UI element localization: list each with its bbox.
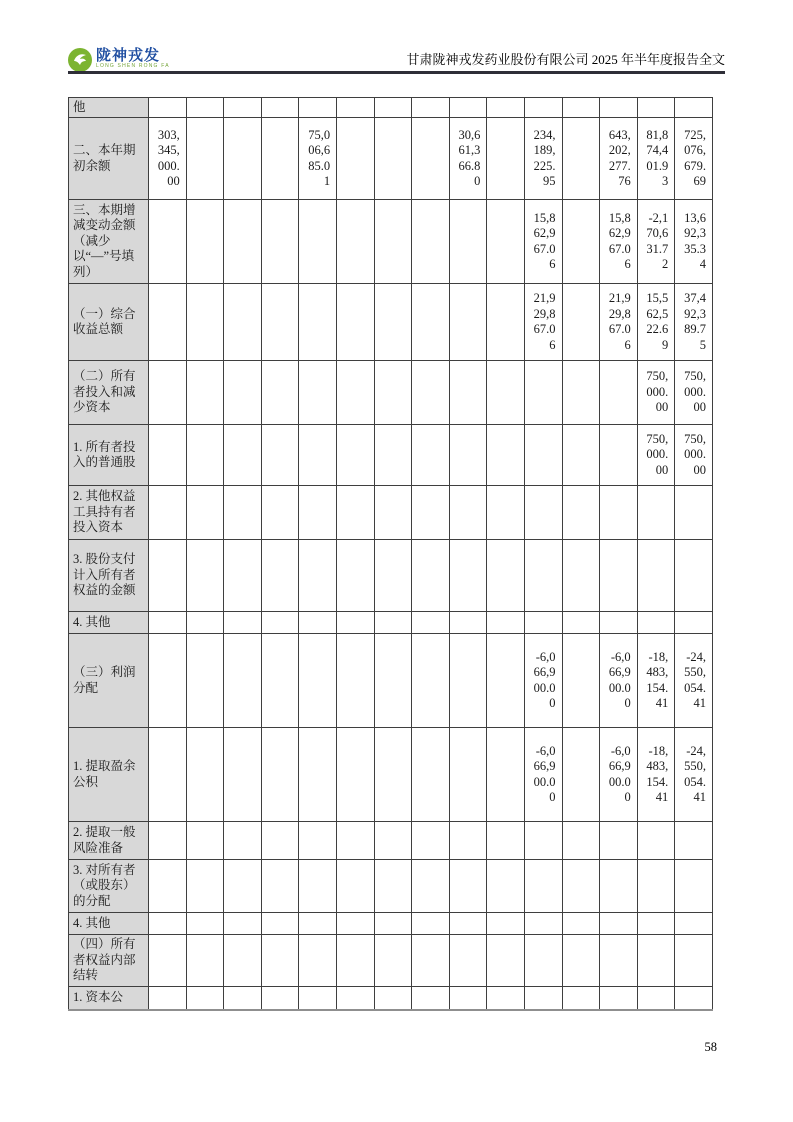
- value-cell: [149, 284, 187, 361]
- value-cell: [562, 486, 600, 540]
- row-label-cell: 3. 股份支付计入所有者权益的金额: [69, 540, 149, 612]
- equity-statement-table: [68, 97, 713, 1011]
- value-cell: [412, 913, 450, 935]
- value-cell: [261, 728, 299, 822]
- value-cell: [374, 98, 412, 118]
- value-cell: [600, 913, 638, 935]
- value-cell: [449, 425, 487, 486]
- value-cell: [562, 98, 600, 118]
- value-cell: [562, 634, 600, 728]
- value-cell: -6,066,900.00: [524, 634, 562, 728]
- value-cell: [449, 860, 487, 913]
- value-cell: [186, 728, 224, 822]
- value-cell: [637, 860, 675, 913]
- value-cell: [449, 284, 487, 361]
- value-cell: [412, 361, 450, 425]
- table-row: [69, 860, 713, 913]
- value-cell: [449, 728, 487, 822]
- value-cell: [637, 486, 675, 540]
- value-cell: [374, 728, 412, 822]
- value-cell: [337, 200, 375, 284]
- value-cell: 750,000.00: [637, 361, 675, 425]
- value-cell: [337, 913, 375, 935]
- value-cell: [449, 98, 487, 118]
- value-cell: [261, 634, 299, 728]
- value-cell: [186, 860, 224, 913]
- value-cell: [412, 486, 450, 540]
- value-cell: -6,066,900.00: [524, 728, 562, 822]
- value-cell: [412, 728, 450, 822]
- logo-brand-en: LONG SHEN RONG FA: [96, 63, 170, 69]
- value-cell: [524, 987, 562, 1010]
- value-cell: [224, 634, 262, 728]
- value-cell: 75,006,685.01: [299, 118, 337, 200]
- value-cell: [412, 200, 450, 284]
- value-cell: 37,492,389.75: [675, 284, 713, 361]
- value-cell: [600, 860, 638, 913]
- value-cell: [374, 361, 412, 425]
- value-cell: [186, 284, 224, 361]
- value-cell: [449, 200, 487, 284]
- value-cell: [449, 822, 487, 860]
- value-cell: [524, 540, 562, 612]
- value-cell: [149, 913, 187, 935]
- value-cell: [337, 425, 375, 486]
- value-cell: [149, 935, 187, 987]
- value-cell: [487, 361, 525, 425]
- value-cell: [224, 118, 262, 200]
- value-cell: [675, 913, 713, 935]
- value-cell: [524, 486, 562, 540]
- value-cell: [149, 425, 187, 486]
- value-cell: [149, 987, 187, 1010]
- value-cell: [186, 935, 224, 987]
- value-cell: [261, 822, 299, 860]
- value-cell: [412, 935, 450, 987]
- table-row: [69, 987, 713, 1010]
- value-cell: [600, 935, 638, 987]
- value-cell: [449, 540, 487, 612]
- value-cell: [562, 284, 600, 361]
- row-label-cell: 2. 提取一般风险准备: [69, 822, 149, 860]
- value-cell: [224, 200, 262, 284]
- row-label-cell: （四）所有者权益内部结转: [69, 935, 149, 987]
- value-cell: [374, 425, 412, 486]
- value-cell: [374, 634, 412, 728]
- value-cell: [186, 200, 224, 284]
- value-cell: [299, 860, 337, 913]
- row-label-cell: 4. 其他: [69, 913, 149, 935]
- value-cell: [600, 987, 638, 1010]
- value-cell: [675, 486, 713, 540]
- value-cell: [487, 486, 525, 540]
- document-title: 甘肃陇神戎发药业股份有限公司 2025 年半年度报告全文: [406, 52, 725, 67]
- value-cell: [299, 987, 337, 1010]
- value-cell: [224, 935, 262, 987]
- value-cell: 15,862,967.06: [524, 200, 562, 284]
- value-cell: [337, 935, 375, 987]
- value-cell: [524, 822, 562, 860]
- value-cell: [337, 822, 375, 860]
- value-cell: [562, 728, 600, 822]
- equity-table-container: [68, 97, 713, 1011]
- table-row: [69, 612, 713, 634]
- value-cell: [637, 987, 675, 1010]
- value-cell: [637, 98, 675, 118]
- value-cell: [149, 728, 187, 822]
- page-header: [68, 46, 725, 72]
- value-cell: [261, 361, 299, 425]
- value-cell: [600, 486, 638, 540]
- value-cell: [412, 284, 450, 361]
- value-cell: [224, 612, 262, 634]
- row-label-cell: 三、本期增减变动金额（减少以“—”号填列）: [69, 200, 149, 284]
- row-label-cell: 1. 所有者投入的普通股: [69, 425, 149, 486]
- value-cell: [337, 486, 375, 540]
- value-cell: 750,000.00: [637, 425, 675, 486]
- company-logo: [68, 48, 170, 72]
- value-cell: [562, 540, 600, 612]
- value-cell: 303,345,000.00: [149, 118, 187, 200]
- value-cell: -2,170,631.72: [637, 200, 675, 284]
- value-cell: [637, 935, 675, 987]
- logo-brand-cn: 陇神戎发: [96, 47, 161, 64]
- value-cell: [299, 486, 337, 540]
- value-cell: [487, 634, 525, 728]
- value-cell: [675, 860, 713, 913]
- table-row: [69, 634, 713, 728]
- value-cell: [261, 540, 299, 612]
- row-label-cell: （一）综合收益总额: [69, 284, 149, 361]
- value-cell: [261, 284, 299, 361]
- value-cell: [224, 540, 262, 612]
- value-cell: [374, 612, 412, 634]
- value-cell: [261, 200, 299, 284]
- value-cell: [299, 728, 337, 822]
- value-cell: -24,550,054.41: [675, 728, 713, 822]
- value-cell: [675, 98, 713, 118]
- table-row: [69, 98, 713, 118]
- value-cell: [261, 935, 299, 987]
- value-cell: 13,692,335.34: [675, 200, 713, 284]
- value-cell: [374, 540, 412, 612]
- logo-text-block: [96, 48, 170, 70]
- value-cell: [224, 361, 262, 425]
- value-cell: [186, 98, 224, 118]
- value-cell: 750,000.00: [675, 361, 713, 425]
- value-cell: [562, 822, 600, 860]
- value-cell: [374, 822, 412, 860]
- value-cell: [224, 728, 262, 822]
- value-cell: [449, 913, 487, 935]
- value-cell: [337, 728, 375, 822]
- value-cell: [337, 118, 375, 200]
- value-cell: [374, 935, 412, 987]
- value-cell: [412, 822, 450, 860]
- value-cell: -24,550,054.41: [675, 634, 713, 728]
- value-cell: [374, 284, 412, 361]
- value-cell: [149, 860, 187, 913]
- table-row: [69, 728, 713, 822]
- value-cell: [524, 935, 562, 987]
- value-cell: [261, 612, 299, 634]
- value-cell: [487, 822, 525, 860]
- row-label-cell: 二、本年期初余额: [69, 118, 149, 200]
- value-cell: [224, 425, 262, 486]
- value-cell: [524, 913, 562, 935]
- value-cell: [261, 118, 299, 200]
- value-cell: -6,066,900.00: [600, 728, 638, 822]
- value-cell: 725,076,679.69: [675, 118, 713, 200]
- value-cell: [562, 935, 600, 987]
- value-cell: [487, 987, 525, 1010]
- value-cell: [337, 634, 375, 728]
- value-cell: [261, 486, 299, 540]
- value-cell: [412, 540, 450, 612]
- value-cell: [261, 860, 299, 913]
- value-cell: [524, 361, 562, 425]
- value-cell: 15,562,522.69: [637, 284, 675, 361]
- value-cell: [149, 486, 187, 540]
- value-cell: [337, 540, 375, 612]
- value-cell: [600, 98, 638, 118]
- value-cell: [487, 425, 525, 486]
- page-number: 58: [704, 1040, 717, 1054]
- value-cell: [675, 987, 713, 1010]
- value-cell: [524, 98, 562, 118]
- value-cell: [374, 913, 412, 935]
- value-cell: [412, 634, 450, 728]
- value-cell: 21,929,867.06: [524, 284, 562, 361]
- table-row: [69, 361, 713, 425]
- value-cell: [149, 634, 187, 728]
- table-row: [69, 913, 713, 935]
- value-cell: [487, 913, 525, 935]
- value-cell: [374, 486, 412, 540]
- table-row: [69, 822, 713, 860]
- value-cell: [562, 118, 600, 200]
- value-cell: [412, 425, 450, 486]
- value-cell: [337, 284, 375, 361]
- value-cell: 15,862,967.06: [600, 200, 638, 284]
- value-cell: [337, 361, 375, 425]
- value-cell: [186, 540, 224, 612]
- value-cell: [449, 612, 487, 634]
- value-cell: [186, 361, 224, 425]
- row-label-cell: （三）利润分配: [69, 634, 149, 728]
- value-cell: [299, 612, 337, 634]
- value-cell: [412, 987, 450, 1010]
- value-cell: [224, 284, 262, 361]
- value-cell: [449, 361, 487, 425]
- value-cell: 234,189,225.95: [524, 118, 562, 200]
- value-cell: [186, 822, 224, 860]
- value-cell: [224, 486, 262, 540]
- value-cell: [487, 118, 525, 200]
- value-cell: [487, 728, 525, 822]
- value-cell: [149, 361, 187, 425]
- value-cell: [261, 913, 299, 935]
- value-cell: [675, 935, 713, 987]
- value-cell: [374, 987, 412, 1010]
- value-cell: [675, 612, 713, 634]
- table-row: [69, 200, 713, 284]
- value-cell: [562, 361, 600, 425]
- value-cell: [149, 540, 187, 612]
- row-label-cell: 1. 提取盈余公积: [69, 728, 149, 822]
- value-cell: [224, 822, 262, 860]
- value-cell: [299, 98, 337, 118]
- value-cell: [299, 361, 337, 425]
- value-cell: [412, 98, 450, 118]
- value-cell: [186, 987, 224, 1010]
- value-cell: [149, 98, 187, 118]
- value-cell: [524, 860, 562, 913]
- value-cell: [412, 118, 450, 200]
- value-cell: [337, 860, 375, 913]
- value-cell: [149, 822, 187, 860]
- value-cell: [186, 612, 224, 634]
- value-cell: -18,483,154.41: [637, 634, 675, 728]
- value-cell: [487, 284, 525, 361]
- row-label-cell: 1. 资本公: [69, 987, 149, 1010]
- value-cell: [261, 987, 299, 1010]
- value-cell: 643,202,277.76: [600, 118, 638, 200]
- value-cell: [637, 540, 675, 612]
- row-label-cell: （二）所有者投入和减少资本: [69, 361, 149, 425]
- value-cell: [562, 200, 600, 284]
- value-cell: [487, 200, 525, 284]
- value-cell: [149, 200, 187, 284]
- value-cell: [637, 612, 675, 634]
- value-cell: -18,483,154.41: [637, 728, 675, 822]
- value-cell: [299, 200, 337, 284]
- value-cell: [524, 612, 562, 634]
- row-label-cell: 2. 其他权益工具持有者投入资本: [69, 486, 149, 540]
- value-cell: [412, 860, 450, 913]
- value-cell: [149, 612, 187, 634]
- table-row: [69, 486, 713, 540]
- value-cell: [299, 913, 337, 935]
- value-cell: [487, 540, 525, 612]
- value-cell: [487, 98, 525, 118]
- value-cell: [600, 540, 638, 612]
- value-cell: [562, 987, 600, 1010]
- value-cell: [562, 425, 600, 486]
- value-cell: [224, 860, 262, 913]
- value-cell: [374, 118, 412, 200]
- value-cell: 30,661,366.80: [449, 118, 487, 200]
- value-cell: [299, 284, 337, 361]
- value-cell: [261, 98, 299, 118]
- value-cell: [299, 425, 337, 486]
- value-cell: [562, 612, 600, 634]
- value-cell: [675, 540, 713, 612]
- value-cell: 21,929,867.06: [600, 284, 638, 361]
- table-row: [69, 425, 713, 486]
- table-row: [69, 118, 713, 200]
- value-cell: [186, 118, 224, 200]
- value-cell: [449, 634, 487, 728]
- value-cell: [224, 913, 262, 935]
- value-cell: [374, 200, 412, 284]
- value-cell: [299, 935, 337, 987]
- value-cell: [449, 987, 487, 1010]
- value-cell: [562, 860, 600, 913]
- value-cell: [637, 822, 675, 860]
- value-cell: [224, 98, 262, 118]
- row-label-cell: 4. 其他: [69, 612, 149, 634]
- value-cell: [562, 913, 600, 935]
- value-cell: [600, 612, 638, 634]
- value-cell: [449, 935, 487, 987]
- row-label-cell: 他: [69, 98, 149, 118]
- value-cell: [487, 860, 525, 913]
- table-body: [69, 98, 713, 1010]
- value-cell: [487, 935, 525, 987]
- value-cell: [186, 913, 224, 935]
- value-cell: 81,874,401.93: [637, 118, 675, 200]
- value-cell: [600, 425, 638, 486]
- value-cell: -6,066,900.00: [600, 634, 638, 728]
- value-cell: [186, 634, 224, 728]
- value-cell: [637, 913, 675, 935]
- row-label-cell: 3. 对所有者（或股东）的分配: [69, 860, 149, 913]
- value-cell: [299, 822, 337, 860]
- value-cell: [600, 822, 638, 860]
- logo-bird-icon: [68, 48, 92, 72]
- value-cell: [186, 425, 224, 486]
- value-cell: [675, 822, 713, 860]
- value-cell: [186, 486, 224, 540]
- table-row: [69, 284, 713, 361]
- value-cell: [600, 361, 638, 425]
- value-cell: [299, 540, 337, 612]
- value-cell: [524, 425, 562, 486]
- header-divider: [68, 71, 725, 74]
- value-cell: 750,000.00: [675, 425, 713, 486]
- value-cell: [261, 425, 299, 486]
- value-cell: [337, 612, 375, 634]
- value-cell: [337, 98, 375, 118]
- value-cell: [224, 987, 262, 1010]
- value-cell: [337, 987, 375, 1010]
- value-cell: [487, 612, 525, 634]
- value-cell: [374, 860, 412, 913]
- value-cell: [412, 612, 450, 634]
- table-row: [69, 935, 713, 987]
- value-cell: [449, 486, 487, 540]
- table-row: [69, 540, 713, 612]
- value-cell: [299, 634, 337, 728]
